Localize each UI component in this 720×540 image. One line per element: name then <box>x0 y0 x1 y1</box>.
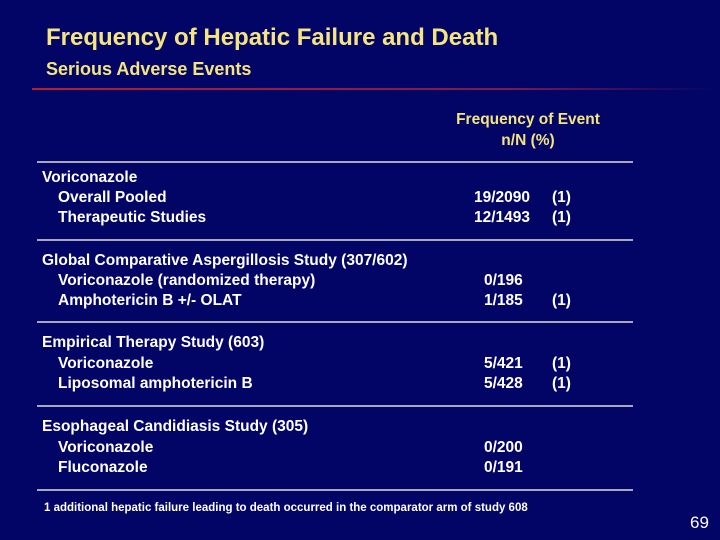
frequency-header-line-1: Frequency of Event <box>456 111 600 128</box>
page-number: 69 <box>690 513 709 532</box>
footnote: 1 additional hepatic failure leading to death occurred in the comparator arm of study 608 <box>44 502 528 514</box>
row-percent: (1) <box>552 375 571 392</box>
group-heading: Global Comparative Aspergillosis Study (307/602) <box>42 252 408 269</box>
separator <box>37 405 633 407</box>
group-heading: Esophageal Candidiasis Study (305) <box>42 418 309 435</box>
row-count: 0/200 <box>484 439 523 456</box>
row-label: Therapeutic Studies <box>58 209 207 226</box>
row-count: 19/2090 <box>474 189 531 206</box>
title-rule <box>32 88 718 90</box>
separator <box>37 161 633 163</box>
row-count: 12/1493 <box>474 209 531 226</box>
separator <box>37 489 633 491</box>
separator <box>37 239 633 241</box>
row-percent: (1) <box>552 189 571 206</box>
row-count: 0/196 <box>484 272 523 289</box>
separator <box>37 321 633 323</box>
row-count: 1/185 <box>484 292 523 309</box>
row-label: Voriconazole <box>58 439 154 456</box>
row-label: Liposomal amphotericin B <box>58 375 253 392</box>
row-percent: (1) <box>552 209 571 226</box>
row-label: Voriconazole <box>58 355 154 372</box>
row-percent: (1) <box>552 355 571 372</box>
row-count: 5/428 <box>484 375 523 392</box>
row-count: 0/191 <box>484 459 523 476</box>
group-heading: Voriconazole <box>42 169 138 186</box>
slide-subtitle: Serious Adverse Events <box>46 59 252 79</box>
slide-title: Frequency of Hepatic Failure and Death <box>46 24 499 51</box>
row-count: 5/421 <box>484 355 523 372</box>
row-label: Overall Pooled <box>58 189 167 206</box>
frequency-header-line-2: n/N (%) <box>501 132 555 149</box>
row-percent: (1) <box>552 292 571 309</box>
row-label: Amphotericin B +/- OLAT <box>58 292 242 309</box>
group-heading: Empirical Therapy Study (603) <box>42 334 265 351</box>
row-label: Fluconazole <box>58 459 148 476</box>
row-label: Voriconazole (randomized therapy) <box>58 272 316 289</box>
